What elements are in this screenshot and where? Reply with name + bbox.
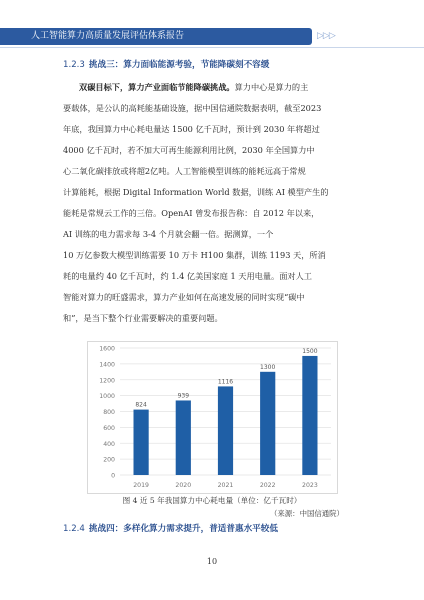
paragraph-line-11: 智能对算力的旺盛需求，算力产业如何在高速发展的同时实现“碳中 xyxy=(63,292,305,302)
figure-source: （来源：中国信通院） xyxy=(270,509,344,518)
data-label: 939 xyxy=(177,392,190,400)
paragraph-line-3: 年底，我国算力中心耗电量达 1500 亿千瓦时，预计到 2030 年将超过 xyxy=(63,124,320,134)
figure-caption: 图 4 近 5 年我国算力中心耗电量（单位：亿千瓦时） xyxy=(122,496,302,505)
x-tick-label: 2022 xyxy=(259,482,276,489)
section-heading-1-2-3 xyxy=(63,58,269,72)
paragraph-line-8: AI 训练的电力需求每 3-4 个月就会翻一倍。据测算，一个 xyxy=(63,229,274,239)
y-tick-label: 0 xyxy=(111,472,115,480)
y-tick-label: 1600 xyxy=(99,345,115,353)
bar-2019 xyxy=(134,410,149,475)
x-tick-label: 2023 xyxy=(302,482,318,489)
y-tick-label: 200 xyxy=(103,456,115,464)
paragraph-line-1: 双碳目标下，算力产业面临节能降碳挑战。算力中心是算力的主 xyxy=(79,82,309,92)
paragraph-line-10: 耗的电量约 40 亿千瓦时，约 1.4 亿美国家庭 1 天用电量。面对人工 xyxy=(63,271,312,281)
bar-2020 xyxy=(176,400,191,475)
data-label: 1500 xyxy=(302,347,318,355)
section-title: 挑战四：多样化算力需求提升，普适普惠水平较低 xyxy=(88,524,278,534)
paragraph-line-9: 10 万亿参数大模型训练需要 10 万卡 H100 集群，训练 1193 天，所消 xyxy=(63,250,326,260)
y-tick-label: 800 xyxy=(103,409,115,416)
paragraph-line-5: 心二氧化碳排放或将超2亿吨。人工智能模型训练的能耗远高于常规 xyxy=(63,166,306,176)
power-consumption-chart xyxy=(87,341,338,494)
bar-2022 xyxy=(260,372,275,475)
y-tick-label: 400 xyxy=(103,440,115,448)
section-number: 1.2.3 xyxy=(63,60,85,70)
paragraph-line-6: 计算能耗，根据 Digital Information World 数据，训练 AI 模型产生的 xyxy=(63,187,329,197)
report-title: 人工智能算力高质量发展评估体系报告 xyxy=(31,31,185,41)
paragraph-lead: 双碳目标下，算力产业面临节能降碳挑战。 xyxy=(79,82,235,92)
x-tick-label: 2019 xyxy=(133,482,149,489)
x-tick-label: 2021 xyxy=(217,482,234,489)
header-divider xyxy=(0,47,424,48)
y-tick-label: 1400 xyxy=(99,361,115,369)
y-tick-label: 1000 xyxy=(99,393,115,401)
section-title: 挑战三：算力面临能源考验，节能降碳刻不容缓 xyxy=(88,60,270,70)
data-label: 1300 xyxy=(260,363,276,371)
chart-canvas xyxy=(88,342,337,493)
x-tick-label: 2020 xyxy=(175,482,192,489)
bar-2021 xyxy=(218,386,233,475)
y-tick-label: 1200 xyxy=(99,377,115,385)
section-heading-1-2-4 xyxy=(63,522,278,536)
paragraph-line-12: 和”，是当下整个行业需要解决的重要问题。 xyxy=(63,313,223,323)
paragraph-line-4: 4000 亿千瓦时，若不加大可再生能源利用比例，2030 年全国算力中 xyxy=(63,145,315,155)
paragraph-line-7: 能耗是常规云工作的三倍。OpenAI 曾发布报告称：自 2012 年以来， xyxy=(63,208,320,218)
y-tick-label: 600 xyxy=(103,424,115,432)
data-label: 1116 xyxy=(217,378,234,386)
header-arrows-icon: ▷▷▷ xyxy=(317,31,335,41)
data-label: 824 xyxy=(135,401,147,409)
section-number: 1.2.4 xyxy=(63,524,85,534)
bar-2023 xyxy=(302,356,317,475)
page-number: 10 xyxy=(206,557,218,566)
paragraph-line-2: 要载体，是公认的高耗能基础设施，据中国信通院数据表明，截至2023 xyxy=(63,103,322,113)
